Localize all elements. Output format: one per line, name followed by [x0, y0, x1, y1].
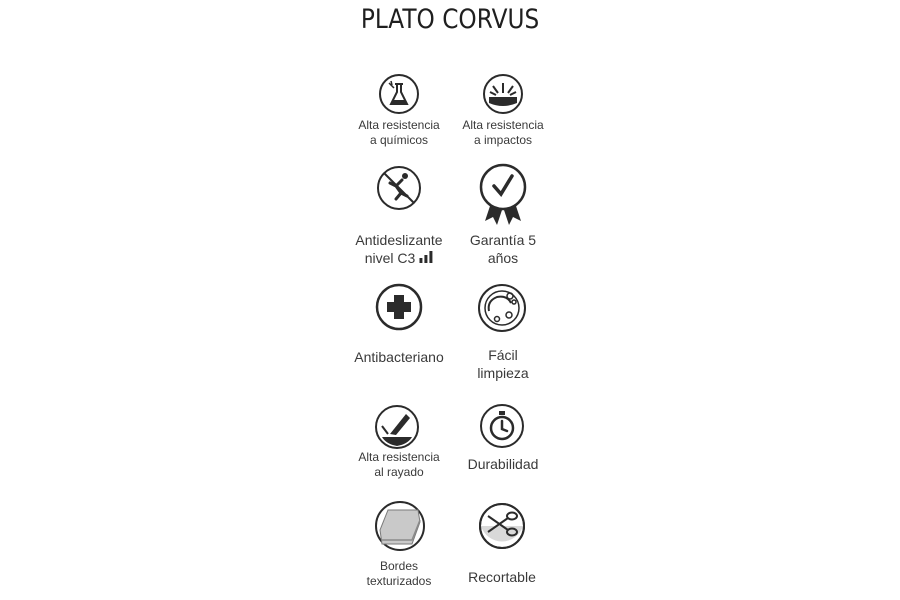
- antibacterial-label: Antibacteriano: [354, 349, 444, 365]
- signal-bars-icon: [419, 251, 433, 263]
- cleaning-label: Fácil limpieza: [477, 347, 529, 381]
- scratch-tool-icon: [374, 404, 420, 450]
- cuttable-label: Recortable: [468, 569, 536, 585]
- edges-label: Bordes texturizados: [366, 559, 432, 588]
- impacts-label: Alta resistencia a impactos: [462, 118, 544, 147]
- bubbles-drop-icon: [477, 283, 527, 333]
- warranty-label: Garantía 5 años: [469, 232, 537, 266]
- checkmark-ribbon-icon: [477, 163, 529, 227]
- antislip-label: Antideslizante nivel C3: [355, 232, 443, 266]
- scratch-label: Alta resistencia al rayado: [358, 450, 440, 479]
- chemicals-label: Alta resistencia a químicos: [358, 118, 440, 147]
- cross-plus-icon: [375, 283, 423, 331]
- impact-burst-icon: [482, 73, 524, 115]
- chemical-flask-icon: [378, 73, 420, 115]
- scissors-icon: [478, 502, 526, 550]
- page-title: PLATO CORVUS: [360, 4, 540, 35]
- textured-board-icon: [374, 500, 426, 552]
- durability-label: Durabilidad: [467, 456, 539, 472]
- no-slip-person-icon: [376, 165, 422, 211]
- stopwatch-icon: [479, 403, 525, 449]
